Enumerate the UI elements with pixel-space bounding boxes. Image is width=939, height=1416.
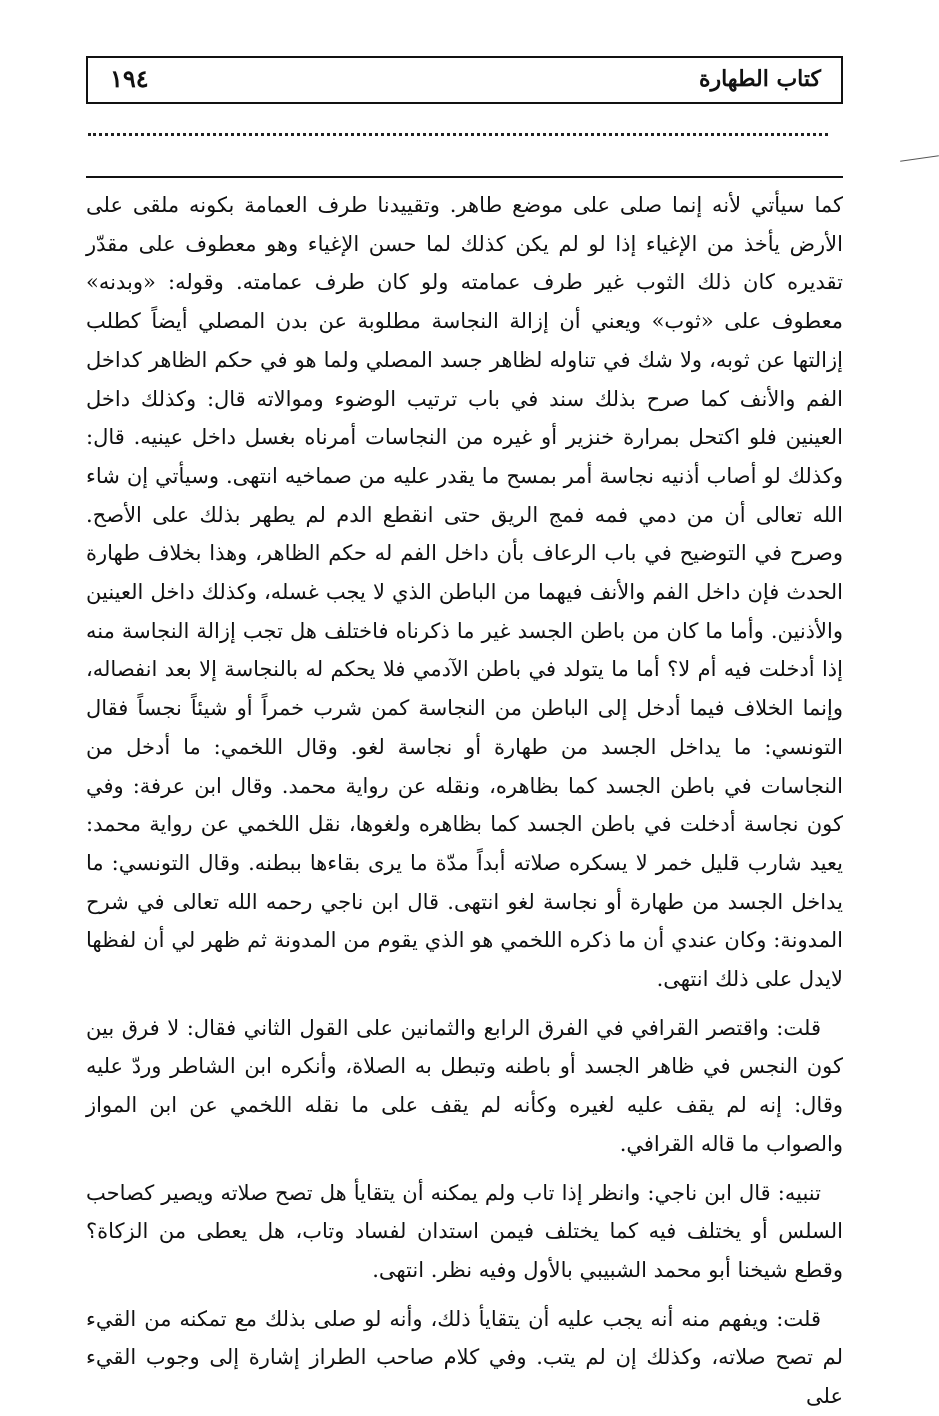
chapter-title: كتاب الطهارة xyxy=(698,66,821,92)
paragraph-main: كما سيأتي لأنه إنما صلى على موضع طاهر. وتقييدنا طرف العمامة بكونه ملقى على الأرض يأخذ من الإغياء إذا لو لم يكن كذلك لما حسن الإغياء وهو معطوف على مقدّر تقديره كان ذلك الثوب غير طرف عمامته ولو كان طرف عمامته. وقوله: «وبدنه» معطوف على «ثوب» ويعني أن إزالة النجاسة مطلوبة عن بدن المصلي أيضاً كطلب إزالتها عن ثوبه، ولا شك في تناوله لظاهر جسد المصلي ولما هو في حكم الظاهر كداخل الفم والأنف كما صرح بذلك سند في باب ترتيب الوضوء وموالاته قال: وكذلك داخل العينين فلو اكتحل بمرارة خنزير أو غيره من النجاسات أمرناه بغسل داخل عينيه. قال: وكذلك لو أصاب أذنيه نجاسة أمر بمسح ما يقدر عليه من صماخيه انتهى. وسيأتي إن شاء الله تعالى أن من دمي فمه فمج الريق حتى انقطع الدم لم يطهر بذلك على الأصح. وصرح في التوضيح في باب الرعاف بأن داخل الفم له حكم الظاهر، وهذا بخلاف طهارة الحدث فإن داخل الفم والأنف فيهما من الباطن الذي لا يجب غسله، وكذلك داخل العينين والأذنين. وأما ما كان من باطن الجسد غير ما ذكرناه فاختلف هل تجب إزالة النجاسة منه إذا أدخلت فيه أم لا؟ أما ما يتولد في باطن الآدمي فلا يحكم له بالنجاسة إلا بعد انفصاله، وإنما الخلاف فيما أدخل إلى الباطن من النجاسة كمن شرب خمراً أو شيئاً نجساً فقال التونسي: ما يداخل الجسد من طهارة أو نجاسة لغو. وقال اللخمي: ما أدخل من النجاسات في باطن الجسد كما بظاهره، ونقله عن رواية محمد. وقال ابن عرفة: وفي كون نجاسة أدخلت في باطن الجسد كما بظاهره ولغوها، نقل اللخمي عن رواية محمد: يعيد شارب قليل خمر لا يسكره صلاته أبداً مدّة ما يرى بقاءها ببطنه. وقال التونسي: ما يداخل الجسد من طهارة أو نجاسة لغو انتهى. قال ابن ناجي رحمه الله تعالى في شرح المدونة: وكان عندي أن ما ذكره اللخمي هو الذي يقوم من المدونة ثم ظهر لي أن لفظها لايدل على ذلك انتهى. xyxy=(86,193,843,992)
header-rule xyxy=(86,176,843,178)
page-number: ١٩٤ xyxy=(110,64,149,93)
paragraph-qultu-2: قلت: ويفهم منه أنه يجب عليه أن يتقايأ ذلك، وأنه لو صلى بذلك مع تمكنه من القيء لم تصح صلاته، وكذلك إن لم يتب. وفي كلام صاحب الطراز إشارة إلى وجوب القيء على xyxy=(86,1306,843,1409)
main-text xyxy=(86,186,843,1416)
paragraph-tanbih: تنبيه: قال ابن ناجي: وانظر إذا تاب ولم يمكنه أن يتقايأ هل تصح صلاته ويصير كصاحب السلس أو يختلف فيه كما يختلف فيمن استدان لفساد وتاب، هل يعطى من الزكاة؟ وقطع شيخنا أبو محمد الشبيبي بالأول وفيه نظر. انتهى. xyxy=(86,1180,843,1282)
running-header xyxy=(86,56,843,104)
dotted-divider xyxy=(88,133,828,136)
paragraph-qultu-1: قلت: واقتصر القرافي في الفرق الرابع والثمانين على القول الثاني فقال: لا فرق بين كون النجس في ظاهر الجسد أو باطنه وتبطل به الصلاة، وأنكره ابن الشاطر وردّ عليه وقال: إنه لم يقف عليه لغيره وكأنه لم يقف على ما نقله اللخمي عن ابن المواز والصواب ما قاله القرافي. xyxy=(86,1015,843,1156)
margin-pencil-mark xyxy=(900,155,939,161)
